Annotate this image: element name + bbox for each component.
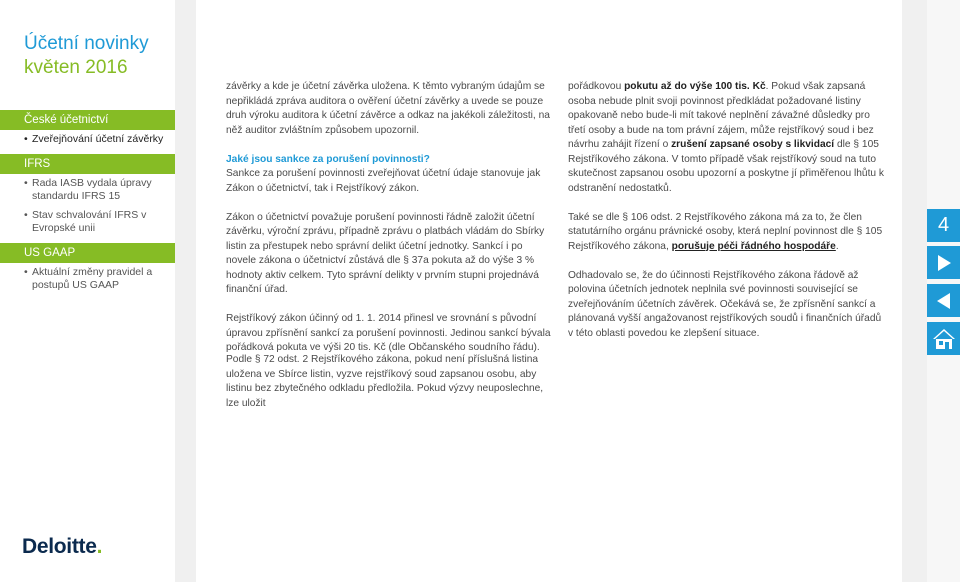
paragraph: závěrky a kde je účetní závěrka uložena. K těmto vybraným údajům se nepřikládá zpráva auditora o ověření účetní závěrky a uvede se pouze druh výroku auditora k účetní závěrce a odkaz na jakékoli záležitosti, na něž auditor zvláštním způsobem upozornil. <box>226 81 550 136</box>
title-line-2: květen 2016 <box>24 57 128 78</box>
menu-item-financial-statements[interactable]: • Zveřejňování účetní závěrky <box>24 133 169 146</box>
next-page-button[interactable] <box>927 246 960 279</box>
title-line-1: Účetní novinky <box>24 33 149 54</box>
previous-page-button[interactable] <box>927 284 960 317</box>
paragraph: Odhadovalo se, že do účinnosti Rejstříkového zákona řádově až polovina účetních jednotek neplnila své povinnosti související se zveřejňováním účetních závěrek. Očekává se, že zpřísnění sankcí a plánovaná vyšší angažovanost rejstříkových soudů i finančních úřadů v této oblasti povedou ke zlepšení situace. <box>568 269 882 339</box>
section-heading: Jaké jsou sankce za porušení povinnosti? <box>226 153 430 165</box>
menu-item-ifrs-eu[interactable]: • Stav schvalování IFRS v Evropské unii <box>24 209 169 235</box>
text-run: dle § 105 Rejstříkového zákona. V tomto případě však rejstříkový soud na tuto skutečnost zapsanou osobu upozorní a poskytne jí přiměřenou lhůtu k odstranění nedostatků. <box>568 139 885 194</box>
triangle-right-icon <box>935 254 953 272</box>
text-run: . <box>835 240 839 252</box>
sidebar <box>0 0 175 582</box>
section-us-gaap[interactable]: US GAAP <box>0 243 175 263</box>
paragraph: Zákon o účetnictví považuje porušení povinnosti řádně založit účetní závěrku, výroční zprávu, případně zprávu o platbách vládám do Sbírky listin za přestupek nebo správní delikt účetní jednotky. Sankcí i po novele zákona o účetnictví zůstává dle § 37a pokuta až do výše 3 % hodnoty aktiv celkem. Tyto správní delikty v prvním stupni projednává finanční úřad. <box>226 211 545 295</box>
column-left <box>226 80 551 370</box>
logo-text: Deloitte <box>22 535 97 558</box>
text-run: pořádkovou <box>568 81 625 92</box>
page-number <box>927 209 960 242</box>
text-run: . Pokud však zapsaná osoba nebude plnit svoji povinnost předkládat požadované listiny opakovaně nebo bude-li mít takové neplnění závažné důsledky pro třetí osoby a bude na tom právní zájem, může rejstříkový soud i bez návrhu zahájit řízení o <box>568 81 874 150</box>
menu-item-us-gaap-changes[interactable]: • Aktuální změny pravidel a postupů US GAAP <box>24 266 169 292</box>
triangle-left-icon <box>935 292 953 310</box>
text-run: Také se dle § 106 odst. 2 Rejstříkového zákona má za to, že člen statutárního orgánu právnické osoby, která neplní povinnost dle § 105 Rejstříkového zákona, <box>568 211 883 252</box>
paragraph-text: Sankce za porušení povinnosti zveřejňovat účetní údaje stanovuje jak Zákon o účetnictví, tak i Rejstříkový zákon. <box>226 168 541 194</box>
page-content <box>196 0 902 582</box>
column-left-bottom <box>226 353 551 426</box>
page-number-text: 4 <box>937 214 950 236</box>
deloitte-logo <box>22 535 102 559</box>
newsletter-title <box>24 32 149 80</box>
column-right <box>568 80 888 356</box>
underlined-bold-text: porušuje péči řádného hospodáře <box>671 240 836 252</box>
logo-dot: . <box>96 535 103 558</box>
section-ifrs[interactable]: IFRS <box>0 154 175 174</box>
paragraph: Podle § 72 odst. 2 Rejstříkového zákona, pokud není příslušná listina uložena ve Sbírce listin, vyzve rejstříkový soud zapsanou osobu, aby listinu bez zbytečného odkladu předložila. Pokud výzvy neuposlechne, lze uložit <box>226 354 544 409</box>
bold-text: zrušení zapsané osoby s likvidací <box>671 139 835 150</box>
house-icon <box>932 328 956 350</box>
paragraph: Rejstříkový zákon účinný od 1. 1. 2014 přinesl ve srovnání s původní úpravou zpřísnění sankcí za porušení povinnosti. Jedinou sankcí bývala pořádková pokuta ve výši 20 tis. Kč (dle Občanského soudního řádu). <box>226 313 551 353</box>
home-button[interactable] <box>927 322 960 355</box>
section-czech-accounting[interactable]: České účetnictví <box>0 110 175 130</box>
paragraph <box>568 211 888 255</box>
paragraph <box>226 153 551 197</box>
paragraph <box>568 80 888 196</box>
menu-item-ifrs15[interactable]: • Rada IASB vydala úpravy standardu IFRS 15 <box>24 177 169 203</box>
bold-text: pokutu až do výše 100 tis. Kč <box>624 81 766 92</box>
